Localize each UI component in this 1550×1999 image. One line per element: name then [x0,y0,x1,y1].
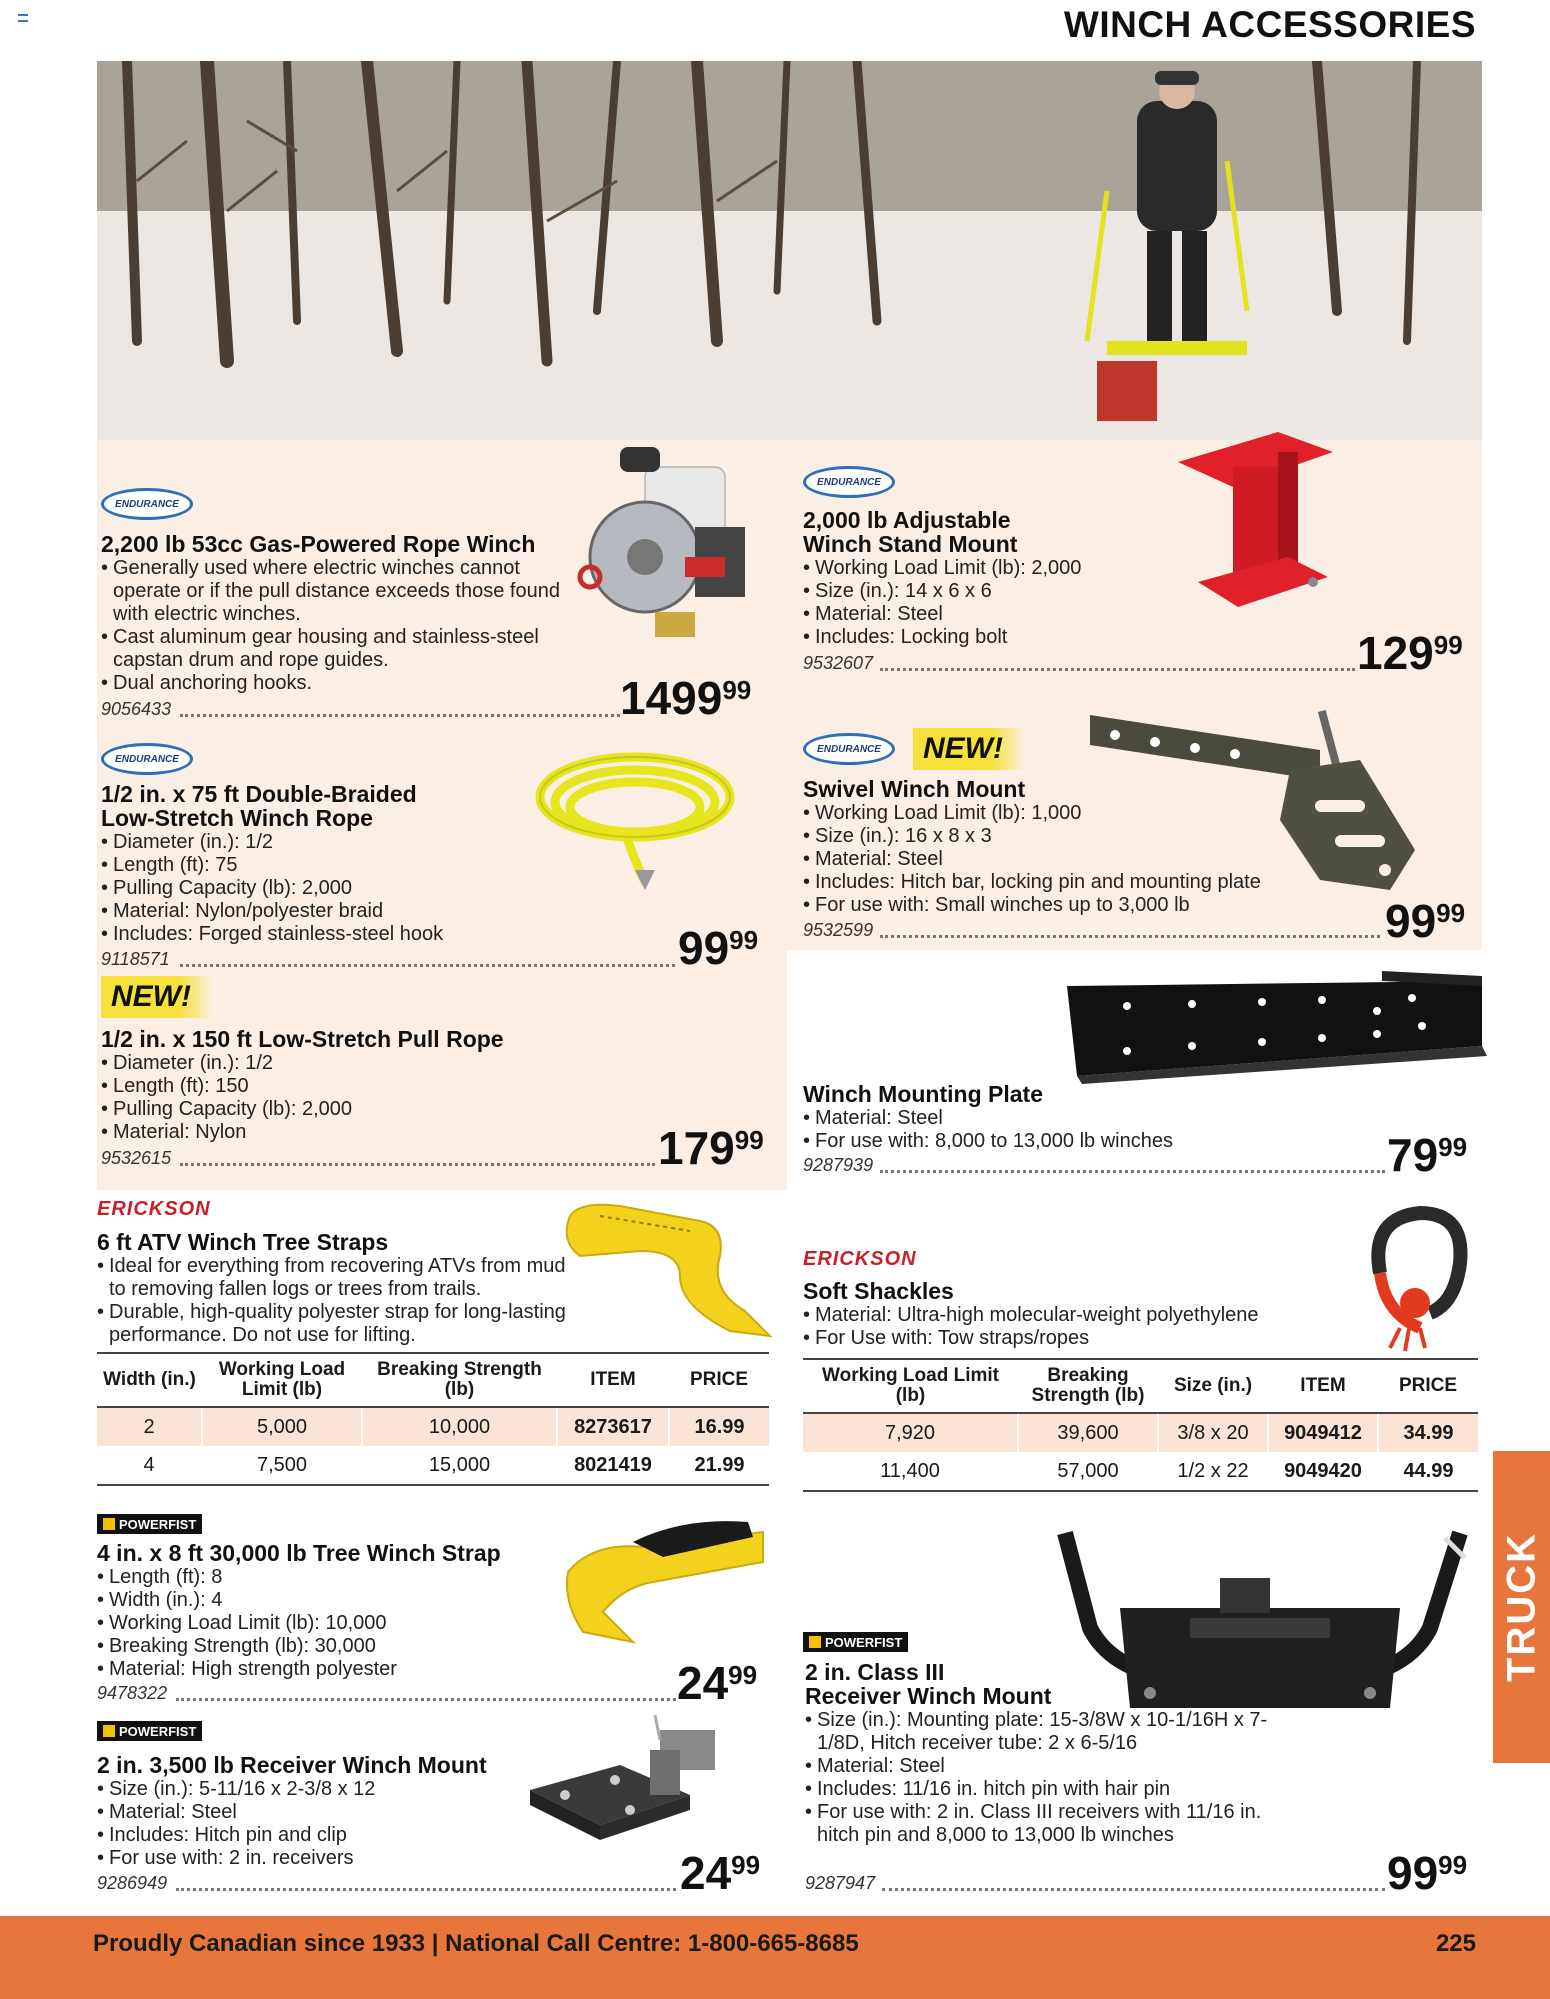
spec-item: • Cast aluminum gear housing and stainless-steel capstan drum and rope guides. [101,626,581,672]
table-cell: 10,000 [362,1407,557,1446]
sku: 9056433 [101,699,172,719]
spec-item: • Includes: Forged stainless-steel hook [101,923,561,946]
spec-item: • Size (in.): 16 x 8 x 3 [803,825,1333,848]
winch-rope-image [525,742,740,892]
table-row [97,1446,769,1485]
page-number: 225 [1435,1930,1476,1957]
receiver-mount-specs [97,1778,557,1870]
spec-item: • Material: Steel [803,1107,1263,1130]
spec-item: • Dual anchoring hooks. [101,672,581,695]
tree-straps-image [560,1196,775,1346]
tree-strap-30k-image [563,1512,768,1652]
sku: 9478322 [97,1683,168,1703]
spec-item: • Size (in.): 14 x 6 x 6 [803,580,1203,603]
spec-item: • Generally used where electric winches cannot operate or if the pull distance exceeds those found with electric winches. [101,557,581,626]
spec-item: • Pulling Capacity (lb): 2,000 [101,1098,561,1121]
table-cell: 8273617 [557,1407,669,1446]
swivel-mount-image [1090,710,1420,900]
soft-shackles-specs [803,1304,1363,1350]
powerfist-mark-icon [103,1518,115,1530]
sku: 9532599 [803,920,874,940]
menu-icon[interactable] [18,14,28,22]
col-header: Breaking Strength (lb) [1018,1359,1158,1413]
spec-item: • For use with: 2 in. receivers [97,1847,557,1870]
price: 2499 [680,1847,761,1899]
endurance-logo: ENDURANCE [101,743,193,775]
table-cell: 9049412 [1268,1413,1378,1452]
winch-rope-title-line2: Low-Stretch Winch Rope [101,805,373,831]
swivel-mount-title: Swivel Winch Mount [803,776,1026,802]
class3-mount-title-line1: 2 in. Class III [805,1659,945,1685]
spec-item: • Material: Nylon [101,1121,561,1144]
dotted-leader [176,1888,676,1891]
table-cell: 44.99 [1378,1452,1478,1491]
spec-item: • Working Load Limit (lb): 1,000 [803,802,1333,825]
spec-item: • For Use with: Tow straps/ropes [803,1327,1363,1350]
mounting-plate-image [1062,966,1487,1086]
stand-mount-image [1178,432,1338,612]
spec-item: • Length (ft): 75 [101,854,561,877]
price: 149999 [620,672,752,724]
soft-shackles-table [803,1358,1478,1492]
receiver-mount-title: 2 in. 3,500 lb Receiver Winch Mount [97,1752,487,1778]
mounting-plate-title: Winch Mounting Plate [803,1081,1043,1107]
spec-item: • Includes: Locking bolt [803,626,1203,649]
endurance-logo: ENDURANCE [101,488,193,520]
endurance-logo: ENDURANCE [803,733,895,765]
spec-item: • Breaking Strength (lb): 30,000 [97,1635,557,1658]
soft-shackles-image [1360,1203,1475,1353]
table-cell: 3/8 x 20 [1158,1413,1268,1452]
spec-item: • Includes: Hitch bar, locking pin and mounting plate [803,871,1333,894]
price: 9999 [1387,1847,1468,1899]
sku: 9118571 [101,949,170,969]
mounting-plate-specs [803,1107,1263,1153]
spec-item: • Length (ft): 8 [97,1566,557,1589]
col-header: Working Load Limit (lb) [202,1353,362,1407]
price: 7999 [1387,1129,1468,1181]
winch-rope-specs [101,831,561,946]
tree-strap-30k-specs [97,1566,557,1681]
pull-rope-title: 1/2 in. x 150 ft Low-Stretch Pull Rope [101,1026,504,1052]
powerfist-mark-icon [103,1725,115,1737]
spec-item: • For use with: 8,000 to 13,000 lb winches [803,1130,1263,1153]
footer-text: Proudly Canadian since 1933 | National Call Centre: 1-800-665-8685 [93,1930,859,1957]
tree-straps-table [97,1352,769,1486]
sku: 9532607 [803,653,874,673]
gas-winch-title: 2,200 lb 53cc Gas-Powered Rope Winch [101,531,536,557]
gas-winch-image [575,447,770,647]
dotted-leader [880,1170,1385,1173]
table-cell: 7,500 [202,1446,362,1485]
col-header: ITEM [557,1353,669,1407]
table-cell: 57,000 [1018,1452,1158,1491]
spec-item: • Diameter (in.): 1/2 [101,831,561,854]
price: 9999 [1385,895,1466,947]
tree-straps-specs [97,1255,567,1347]
powerfist-logo: POWERFIST [97,1514,202,1534]
table-row [803,1413,1478,1452]
dotted-leader [180,1163,655,1166]
new-badge: NEW! [913,728,1025,770]
spec-item: • Width (in.): 4 [97,1589,557,1612]
erickson-logo: ERICKSON [97,1198,211,1220]
spec-item: • Material: Steel [803,848,1333,871]
sku: 9286949 [97,1873,168,1893]
powerfist-mark-icon [809,1636,821,1648]
col-header: PRICE [669,1353,769,1407]
section-tab-label: TRUCK [1499,1532,1543,1682]
price: 2499 [677,1657,758,1709]
col-header: Width (in.) [97,1353,202,1407]
erickson-logo: ERICKSON [803,1248,917,1270]
new-badge: NEW! [101,976,213,1018]
table-cell: 8021419 [557,1446,669,1485]
dotted-leader [180,714,620,717]
spec-item: • For use with: 2 in. Class III receivers with 11/16 in. hitch pin and 8,000 to 13,000 lb winches [805,1801,1305,1847]
spec-item: • Diameter (in.): 1/2 [101,1052,561,1075]
col-header: Breaking Strength (lb) [362,1353,557,1407]
gas-winch-specs [101,557,581,695]
table-cell: 1/2 x 22 [1158,1452,1268,1491]
class3-mount-specs [805,1709,1305,1847]
sku: 9287947 [805,1873,876,1893]
endurance-logo: ENDURANCE [803,466,895,498]
col-header: PRICE [1378,1359,1478,1413]
spec-item: • Material: Steel [97,1801,557,1824]
powerfist-logo: POWERFIST [803,1632,908,1652]
table-cell: 9049420 [1268,1452,1378,1491]
sku: 9532615 [101,1148,172,1168]
table-cell: 2 [97,1407,202,1446]
table-row [97,1407,769,1446]
receiver-mount-image [520,1710,740,1860]
table-cell: 7,920 [803,1413,1018,1452]
dotted-leader [882,1888,1385,1891]
spec-item: • Includes: Hitch pin and clip [97,1824,557,1847]
tree-strap-30k-title: 4 in. x 8 ft 30,000 lb Tree Winch Strap [97,1540,501,1566]
table-cell: 39,600 [1018,1413,1158,1452]
spec-item: • Material: Steel [803,603,1203,626]
table-row [803,1452,1478,1491]
spec-item: • Size (in.): Mounting plate: 15-3/8W x 10-1/16H x 7-1/8D, Hitch receiver tube: 2 x 6-5/16 [805,1709,1305,1755]
table-cell: 21.99 [669,1446,769,1485]
price: 12999 [1357,627,1463,679]
stand-mount-title-line1: 2,000 lb Adjustable [803,507,1011,533]
hero-image [97,61,1482,447]
snowy-forest-scene [97,61,1482,447]
tree-straps-title: 6 ft ATV Winch Tree Straps [97,1229,389,1255]
dotted-leader [176,1698,676,1701]
col-header: Working Load Limit (lb) [803,1359,1018,1413]
class3-mount-title-line2: Receiver Winch Mount [805,1683,1052,1709]
spec-item: • Material: Steel [805,1755,1305,1778]
spec-item: • Working Load Limit (lb): 10,000 [97,1612,557,1635]
winch-rope-title-line1: 1/2 in. x 75 ft Double-Braided [101,781,417,807]
spec-item: • Pulling Capacity (lb): 2,000 [101,877,561,900]
page-title: WINCH ACCESSORIES [1063,4,1476,45]
powerfist-logo: POWERFIST [97,1721,202,1741]
table-cell: 11,400 [803,1452,1018,1491]
dotted-leader [880,935,1380,938]
spec-item: • Durable, high-quality polyester strap for long-lasting performance. Do not use for lifting. [97,1301,567,1347]
pull-rope-specs [101,1052,561,1144]
col-header: Size (in.) [1158,1359,1268,1413]
table-cell: 15,000 [362,1446,557,1485]
stand-mount-specs [803,557,1203,649]
spec-item: • Material: High strength polyester [97,1658,557,1681]
col-header: ITEM [1268,1359,1378,1413]
table-cell: 5,000 [202,1407,362,1446]
table-cell: 34.99 [1378,1413,1478,1452]
stand-mount-title-line2: Winch Stand Mount [803,531,1018,557]
spec-item: • Size (in.): 5-11/16 x 2-3/8 x 12 [97,1778,557,1801]
spec-item: • Length (ft): 150 [101,1075,561,1098]
table-cell: 16.99 [669,1407,769,1446]
spec-item: • Material: Ultra-high molecular-weight polyethylene [803,1304,1363,1327]
table-cell: 4 [97,1446,202,1485]
spec-item: • Working Load Limit (lb): 2,000 [803,557,1203,580]
spec-item: • Ideal for everything from recovering ATVs from mud to removing fallen logs or trees from trails. [97,1255,567,1301]
price: 17999 [658,1122,764,1174]
price: 9999 [678,922,759,974]
dotted-leader [180,964,675,967]
dotted-leader [880,668,1355,671]
soft-shackles-title: Soft Shackles [803,1278,954,1304]
class3-mount-image [1050,1528,1475,1733]
spec-item: • Includes: 11/16 in. hitch pin with hair pin [805,1778,1305,1801]
sku: 9287939 [803,1155,874,1175]
section-tab-truck[interactable] [1493,1451,1550,1763]
spec-item: • Material: Nylon/polyester braid [101,900,561,923]
spec-item: • For use with: Small winches up to 3,000 lb [803,894,1333,917]
